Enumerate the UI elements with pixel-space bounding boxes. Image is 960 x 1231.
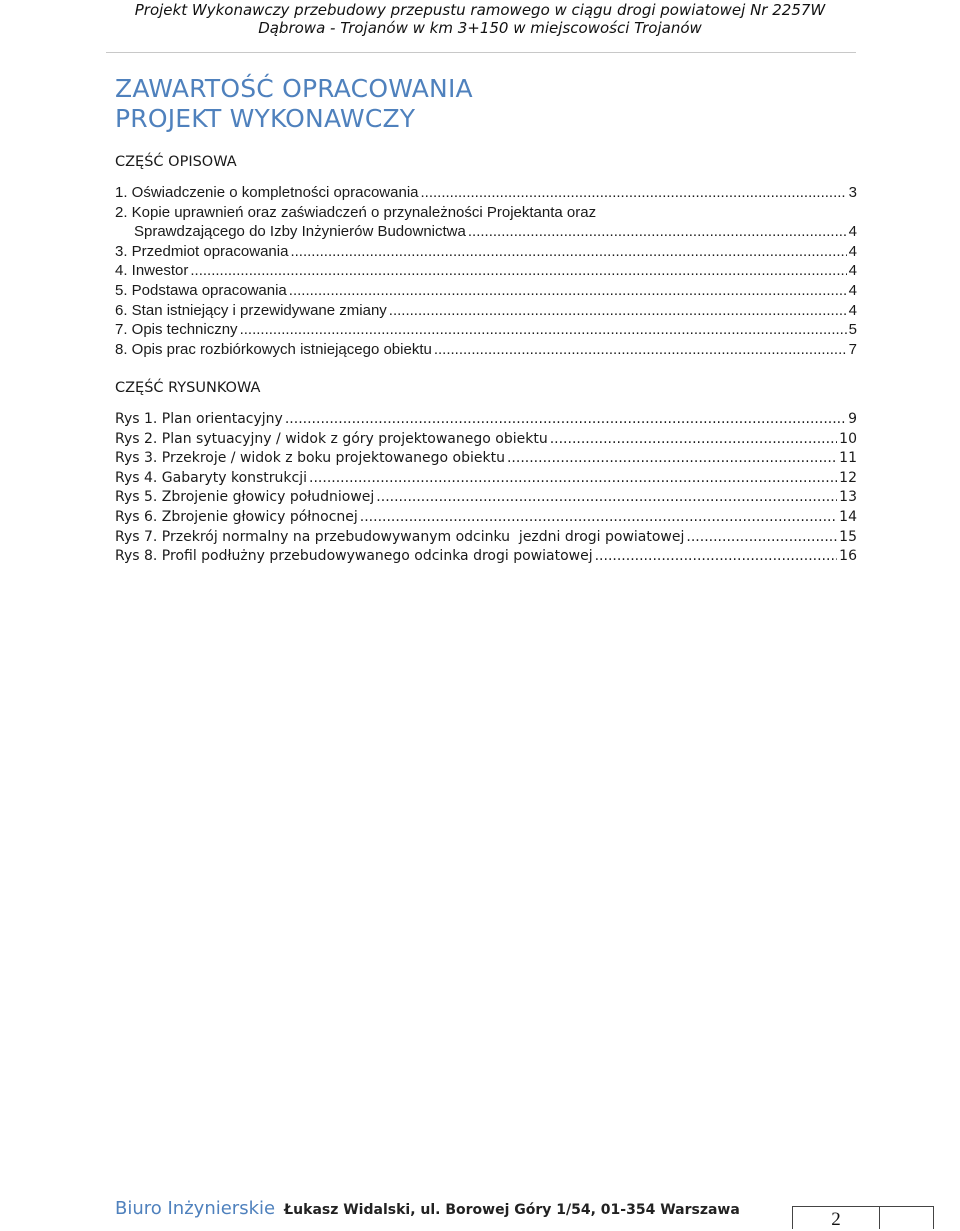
header-line-1: Projekt Wykonawczy przebudowy przepustu ramowego w ciągu drogi powiatowej Nr 2257W <box>134 1 826 19</box>
toc-opisowa <box>115 183 857 359</box>
dot-leader <box>376 488 837 508</box>
dot-leader <box>686 528 837 548</box>
toc-item-label: Rys 7. Przekrój normalny na przebudowywanym odcinku jezdni drogi powiatowej <box>115 528 685 545</box>
dot-leader <box>550 430 837 450</box>
toc-item[interactable] <box>115 340 857 360</box>
toc-item[interactable] <box>115 261 857 281</box>
toc-item[interactable] <box>115 528 857 548</box>
toc-item-page: 11 <box>839 450 857 467</box>
toc-item-label: Rys 5. Zbrojenie głowicy południowej <box>115 489 375 506</box>
toc-item[interactable] <box>115 508 857 528</box>
toc-item-page: 4 <box>848 242 857 260</box>
page-number: 2 <box>831 1209 841 1230</box>
toc-item-label: Rys 3. Przekroje / widok z boku projektowanego obiektu <box>115 450 505 467</box>
toc-item-page: 12 <box>839 469 857 486</box>
toc-item[interactable] <box>115 449 857 469</box>
toc-item-continuation[interactable] <box>115 222 857 242</box>
dot-leader <box>240 320 847 340</box>
toc-item[interactable] <box>115 488 857 508</box>
toc-item-label: Rys 6. Zbrojenie głowicy północnej <box>115 508 358 525</box>
toc-item-label: 5. Podstawa opracowania <box>115 281 287 299</box>
toc-item[interactable] <box>115 430 857 450</box>
toc-item-label: 3. Przedmiot opracowania <box>115 242 289 260</box>
toc-item-page: 13 <box>839 489 857 506</box>
toc-item-page: 4 <box>848 281 857 299</box>
toc-item[interactable] <box>115 547 857 567</box>
toc-item[interactable] <box>115 183 857 203</box>
document-title-line-1: ZAWARTOŚĆ OPRACOWANIA <box>115 74 473 103</box>
toc-item[interactable] <box>115 469 857 489</box>
dot-leader <box>360 508 837 528</box>
toc-item-page: 4 <box>848 301 857 319</box>
toc-rysunkowa <box>115 410 857 567</box>
toc-item[interactable] <box>115 301 857 321</box>
dot-leader <box>434 340 847 360</box>
dot-leader <box>468 222 847 242</box>
toc-item-label: Rys 2. Plan sytuacyjny / widok z góry projektowanego obiektu <box>115 430 548 447</box>
toc-item-page: 15 <box>839 528 857 545</box>
toc-item-page: 14 <box>839 508 857 525</box>
toc-item[interactable] <box>115 320 857 340</box>
section-heading-opisowa: CZĘŚĆ OPISOWA <box>115 154 237 170</box>
header-line-2: Dąbrowa - Trojanów w km 3+150 w miejscowości Trojanów <box>258 19 702 37</box>
dot-leader <box>285 410 846 430</box>
toc-item-label: 6. Stan istniejący i przewidywane zmiany <box>115 301 387 319</box>
toc-item-label: Rys 8. Profil podłużny przebudowywanego odcinka drogi powiatowej <box>115 548 593 565</box>
toc-item-page: 10 <box>839 430 857 447</box>
header-divider <box>106 52 856 53</box>
toc-item-label: 4. Inwestor <box>115 262 189 280</box>
toc-item-label: 7. Opis techniczny <box>115 321 238 339</box>
dot-leader <box>309 469 837 489</box>
toc-item-page: 3 <box>848 184 857 201</box>
toc-item-label: Rys 4. Gabaryty konstrukcji <box>115 469 308 486</box>
toc-item-label: 1. Oświadczenie o kompletności opracowania <box>115 184 419 201</box>
dot-leader <box>595 547 838 567</box>
dot-leader <box>389 301 847 321</box>
dot-leader <box>290 242 846 262</box>
dot-leader <box>289 281 847 301</box>
dot-leader <box>421 183 847 203</box>
toc-item-page: 4 <box>848 223 857 241</box>
toc-item[interactable] <box>115 203 857 223</box>
document-title-line-2: PROJEKT WYKONAWCZY <box>115 104 416 133</box>
toc-item-page: 5 <box>848 321 857 339</box>
page-number-box <box>792 1206 934 1229</box>
toc-item-page: 7 <box>848 340 857 358</box>
toc-item[interactable] <box>115 281 857 301</box>
toc-item-label: Sprawdzającego do Izby Inżynierów Budownictwa <box>134 223 466 241</box>
toc-item-label: 8. Opis prac rozbiórkowych istniejącego obiektu <box>115 340 432 358</box>
toc-item-page: 16 <box>839 548 857 565</box>
toc-item-label: 2. Kopie uprawnień oraz zaświadczeń o przynależności Projektanta oraz <box>115 203 597 221</box>
dot-leader <box>190 261 846 281</box>
toc-item[interactable] <box>115 242 857 262</box>
toc-item-page: 4 <box>848 262 857 280</box>
footer-address: Łukasz Widalski, ul. Borowej Góry 1/54, 01-354 Warszawa <box>284 1202 740 1218</box>
footer-firm-name: Biuro Inżynierskie <box>115 1198 276 1219</box>
section-heading-rysunkowa: CZĘŚĆ RYSUNKOWA <box>115 380 261 396</box>
toc-item-page: 9 <box>848 411 857 427</box>
dot-leader <box>507 449 837 469</box>
toc-item[interactable] <box>115 410 857 430</box>
toc-item-label: Rys 1. Plan orientacyjny <box>115 411 283 427</box>
page-footer <box>115 1198 740 1219</box>
